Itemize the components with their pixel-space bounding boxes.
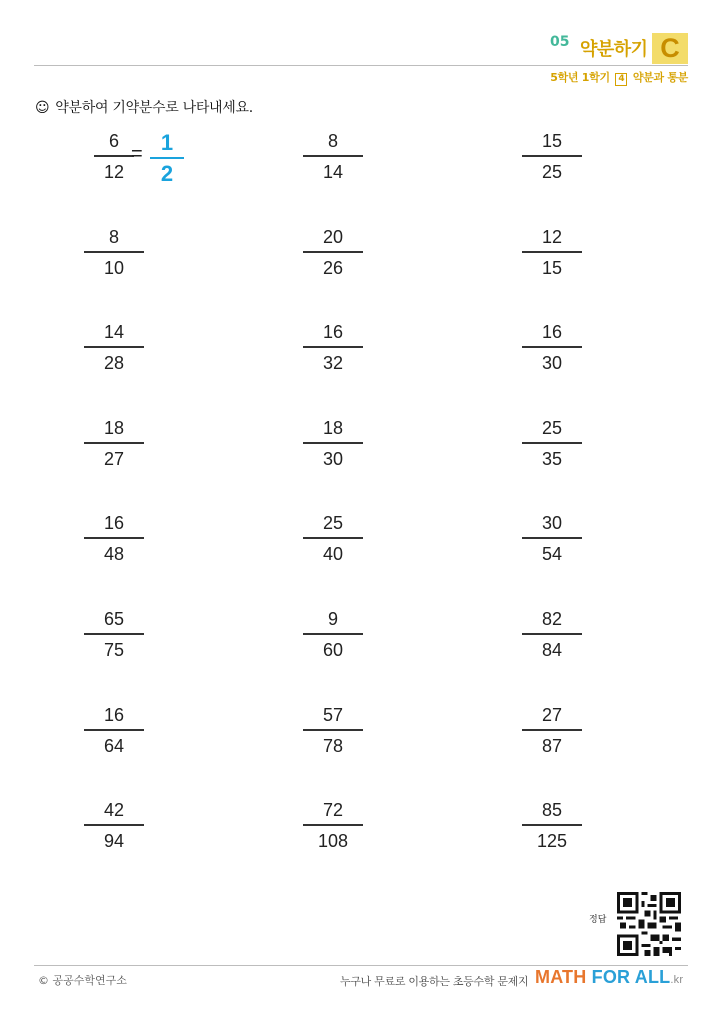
example-answer <box>150 131 184 186</box>
fraction-numerator: 15 <box>541 131 563 151</box>
fraction-bar <box>84 824 144 826</box>
unit-number-box: 4 <box>615 73 627 86</box>
fraction-numerator: 20 <box>322 227 344 247</box>
level-badge: C <box>652 33 688 64</box>
fraction-bar <box>84 537 144 539</box>
fraction-numerator: 25 <box>322 513 344 533</box>
fraction-bar <box>522 346 582 348</box>
brand-kr: .kr <box>670 974 684 986</box>
fraction-problem <box>522 321 582 374</box>
fraction-denominator: 27 <box>103 448 125 469</box>
fraction-denominator: 12 <box>103 161 125 182</box>
fraction-numerator: 27 <box>541 705 563 725</box>
fraction-problem <box>522 704 582 757</box>
fraction-bar <box>303 729 363 731</box>
fraction-problem <box>303 226 363 279</box>
fraction-bar <box>522 633 582 635</box>
fraction-bar <box>303 537 363 539</box>
fraction-numerator: 16 <box>541 322 563 342</box>
grade-semester: 5학년 1학기 <box>550 71 610 84</box>
answer-denominator: 2 <box>160 161 174 186</box>
fraction-bar <box>84 251 144 253</box>
fraction-denominator: 35 <box>541 448 563 469</box>
fraction-bar <box>522 251 582 253</box>
fraction-denominator: 125 <box>536 830 568 851</box>
fraction-denominator: 32 <box>322 352 344 373</box>
copyright: © 공공수학연구소 <box>38 974 127 987</box>
fraction-problem <box>84 704 144 757</box>
worksheet-title: 약분하기 <box>580 39 648 60</box>
fraction-problem <box>303 417 363 470</box>
brand-for-all: FOR ALL <box>591 967 671 987</box>
fraction-problem <box>303 799 363 852</box>
fraction-bar <box>522 442 582 444</box>
fraction-problem <box>303 512 363 565</box>
fraction-numerator: 16 <box>322 322 344 342</box>
fraction-problem <box>84 608 144 661</box>
fraction-denominator: 40 <box>322 543 344 564</box>
fraction-bar <box>522 824 582 826</box>
fraction-bar <box>84 442 144 444</box>
fraction-denominator: 84 <box>541 639 563 660</box>
fraction-denominator: 78 <box>322 735 344 756</box>
answer-numerator: 1 <box>160 130 174 155</box>
fraction-problem <box>522 226 582 279</box>
fraction-denominator: 25 <box>541 161 563 182</box>
fraction-numerator: 6 <box>108 131 119 151</box>
example-equals: = <box>131 143 143 165</box>
fraction-problem <box>303 704 363 757</box>
smile-icon: ☺ <box>35 100 50 116</box>
fraction-problem <box>84 512 144 565</box>
fraction-denominator: 108 <box>317 830 349 851</box>
unit-name: 약분과 통분 <box>632 71 688 84</box>
fraction-numerator: 16 <box>103 513 125 533</box>
fraction-problem <box>303 130 363 183</box>
fraction-numerator: 42 <box>103 800 125 820</box>
worksheet-number: 05 <box>550 34 570 50</box>
fraction-bar <box>303 442 363 444</box>
fraction-numerator: 8 <box>108 227 119 247</box>
fraction-problem <box>522 130 582 183</box>
fraction-denominator: 30 <box>322 448 344 469</box>
fraction-numerator: 18 <box>322 418 344 438</box>
instruction-text: 약분하여 기약분수로 나타내세요. <box>55 100 253 116</box>
footer-tagline: 누구나 무료로 이용하는 초등수학 문제지 <box>340 975 529 988</box>
fraction-numerator: 14 <box>103 322 125 342</box>
fraction-bar <box>303 824 363 826</box>
fraction-numerator: 8 <box>327 131 338 151</box>
fraction-bar <box>84 633 144 635</box>
fraction-numerator: 82 <box>541 609 563 629</box>
fraction-numerator: 18 <box>103 418 125 438</box>
fraction-bar <box>303 155 363 157</box>
fraction-denominator: 15 <box>541 257 563 278</box>
fraction-problem <box>303 608 363 661</box>
fraction-numerator: 65 <box>103 609 125 629</box>
fraction-problem <box>84 226 144 279</box>
fraction-denominator: 30 <box>541 352 563 373</box>
fraction-numerator: 72 <box>322 800 344 820</box>
fraction-bar <box>84 346 144 348</box>
fraction-problem <box>522 608 582 661</box>
fraction-denominator: 64 <box>103 735 125 756</box>
fraction-denominator: 48 <box>103 543 125 564</box>
answer-fraction-bar <box>150 157 184 159</box>
brand-logo[interactable] <box>535 967 683 988</box>
header-divider <box>34 65 688 66</box>
fraction-denominator: 54 <box>541 543 563 564</box>
fraction-denominator: 75 <box>103 639 125 660</box>
fraction-problem <box>94 130 134 183</box>
fraction-numerator: 85 <box>541 800 563 820</box>
brand-math: MATH <box>535 967 587 987</box>
fraction-problem <box>84 417 144 470</box>
fraction-bar <box>303 346 363 348</box>
fraction-bar <box>303 251 363 253</box>
fraction-problem <box>84 321 144 374</box>
fraction-bar <box>522 729 582 731</box>
fraction-denominator: 87 <box>541 735 563 756</box>
fraction-numerator: 57 <box>322 705 344 725</box>
fraction-numerator: 12 <box>541 227 563 247</box>
fraction-denominator: 10 <box>103 257 125 278</box>
fraction-bar <box>303 633 363 635</box>
fraction-bar <box>522 537 582 539</box>
fraction-problem <box>522 512 582 565</box>
fraction-numerator: 9 <box>327 609 338 629</box>
fraction-bar <box>522 155 582 157</box>
fraction-bar <box>94 155 134 157</box>
fraction-problem <box>522 799 582 852</box>
instruction <box>35 97 253 117</box>
curriculum-subtitle <box>550 69 688 86</box>
fraction-denominator: 26 <box>322 257 344 278</box>
fraction-denominator: 94 <box>103 830 125 851</box>
fraction-numerator: 30 <box>541 513 563 533</box>
fraction-denominator: 28 <box>103 352 125 373</box>
fraction-numerator: 16 <box>103 705 125 725</box>
fraction-denominator: 60 <box>322 639 344 660</box>
fraction-numerator: 25 <box>541 418 563 438</box>
qr-code-icon[interactable] <box>617 892 681 956</box>
answer-key-label: 정답 <box>589 915 607 925</box>
fraction-bar <box>84 729 144 731</box>
fraction-problem <box>84 799 144 852</box>
fraction-denominator: 14 <box>322 161 344 182</box>
fraction-problem <box>303 321 363 374</box>
fraction-problem <box>522 417 582 470</box>
footer-divider <box>34 965 688 966</box>
worksheet-header <box>0 0 724 90</box>
